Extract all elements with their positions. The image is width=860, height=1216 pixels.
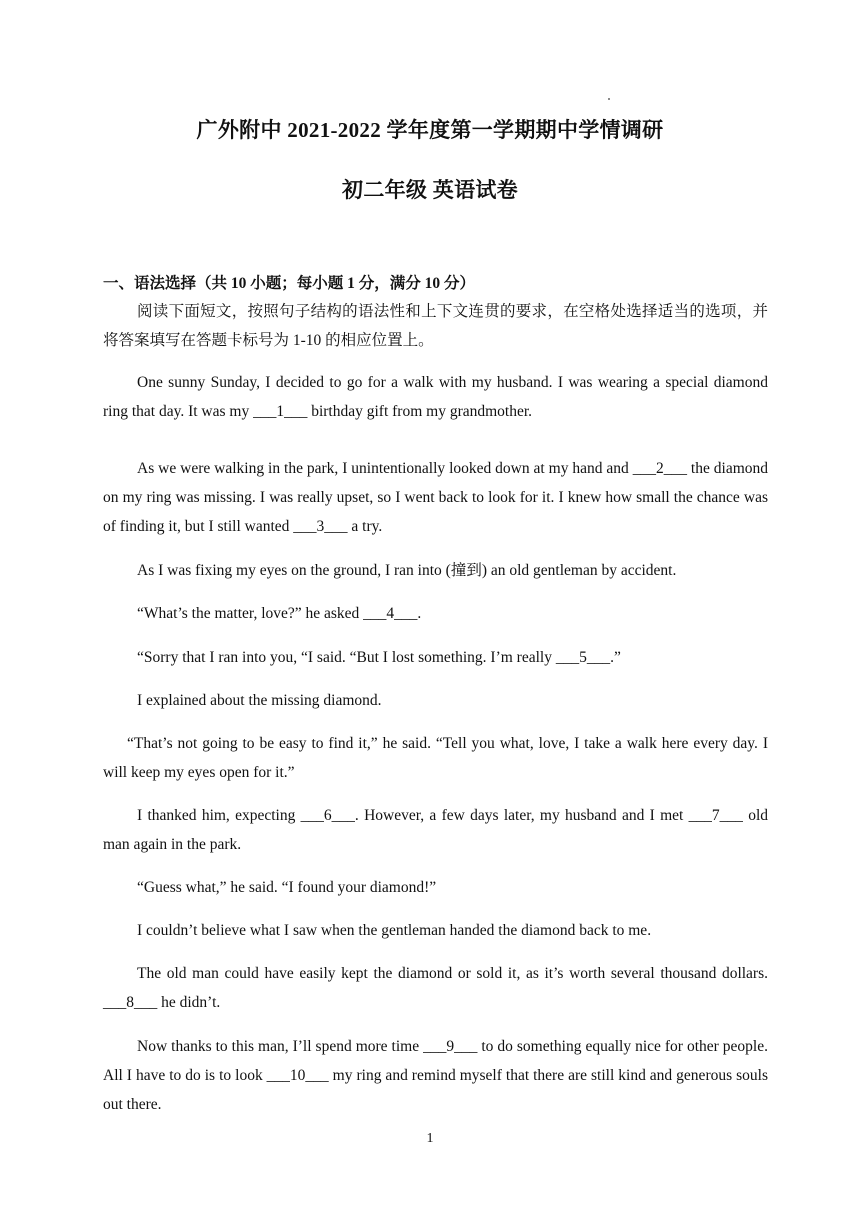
document-subtitle: 初二年级 英语试卷 xyxy=(342,178,518,202)
passage-paragraph-7: “That’s not going to be easy to find it,” he said. “Tell you what, love, I take a walk here every day. I will keep my eyes open for it.” xyxy=(103,735,768,781)
page-number: 1 xyxy=(426,1131,434,1146)
passage-paragraph-8: I thanked him, expecting ___6___. However, a few days later, my husband and I met ___7___ old man again in the park. xyxy=(103,807,768,853)
passage-paragraph-1: One sunny Sunday, I decided to go for a walk with my husband. I was wearing a special diamond ring that day. It was my ___1___ birthday gift from my grandmother. xyxy=(103,374,768,420)
section-heading: 一、语法选择（共 10 小题；每小题 1 分，满分 10 分） xyxy=(103,275,476,292)
passage-paragraph-9: “Guess what,” he said. “I found your diamond!” xyxy=(137,879,437,896)
passage-paragraph-4: “What’s the matter, love?” he asked ___4___. xyxy=(137,605,422,622)
passage-paragraph-3: As I was fixing my eyes on the ground, I ran into (撞到) an old gentleman by accident. xyxy=(137,562,677,579)
passage-paragraph-12: Now thanks to this man, I’ll spend more time ___9___ to do something equally nice for other people. All I have to do is to look ___10___ my ring and remind myself that there are still kind and generous souls out there. xyxy=(103,1038,768,1113)
document-title: 广外附中 2021-2022 学年度第一学期期中学情调研 xyxy=(196,118,664,142)
passage-paragraph-10: I couldn’t believe what I saw when the gentleman handed the diamond back to me. xyxy=(137,922,652,939)
passage-paragraph-6: I explained about the missing diamond. xyxy=(137,692,382,709)
scan-dot xyxy=(608,98,610,100)
passage-paragraph-2: As we were walking in the park, I unintentionally looked down at my hand and ___2___ the diamond on my ring was missing. I was really upset, so I went back to look for it. I knew how small the chance was of finding it, but I still wanted ___3___ a try. xyxy=(103,460,768,535)
passage-paragraph-5: “Sorry that I ran into you, “I said. “But I lost something. I’m really ___5___.” xyxy=(137,649,621,666)
passage-paragraph-11: The old man could have easily kept the diamond or sold it, as it’s worth several thousand dollars. ___8___ he didn’t. xyxy=(103,965,768,1011)
instruction-paragraph: 阅读下面短文，按照句子结构的语法性和上下文连贯的要求，在空格处选择适当的选项，并将答案填写在答题卡标号为 1-10 的相应位置上。 xyxy=(103,303,768,349)
